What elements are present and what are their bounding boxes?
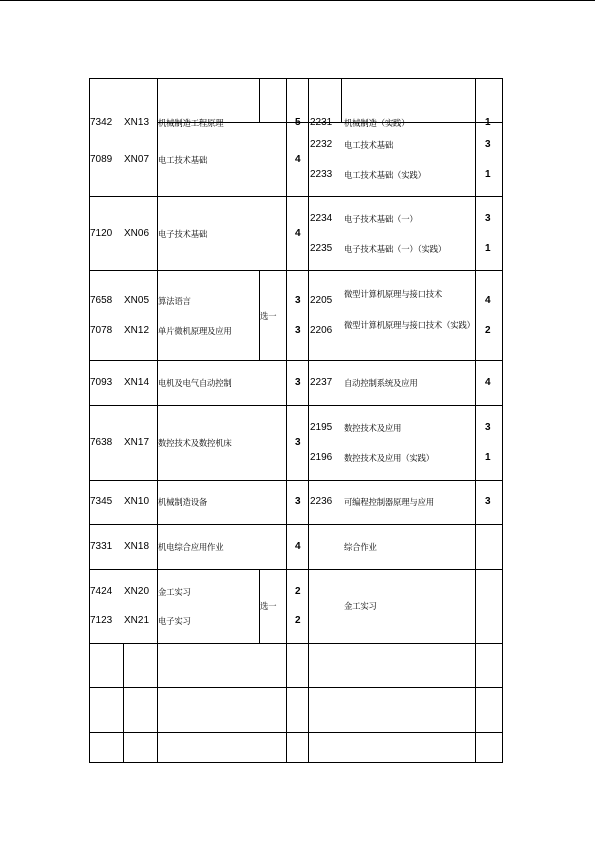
- new-exam-code: 2235: [310, 243, 333, 254]
- new-course-credit: 1: [485, 169, 491, 180]
- column-border: [308, 78, 309, 763]
- course-credit: 3: [295, 437, 301, 448]
- new-course-credit: 4: [485, 295, 491, 306]
- column-border: [502, 78, 503, 763]
- course-credit: 4: [295, 228, 301, 239]
- column-border: [286, 78, 287, 763]
- course-number: XN10: [124, 496, 150, 507]
- new-exam-code: 2206: [310, 325, 333, 336]
- new-course-name: 综合作业: [344, 542, 377, 552]
- course-credit: 5: [295, 117, 301, 128]
- course-name: 机械制造设备: [158, 497, 208, 507]
- new-exam-code: 2237: [310, 377, 333, 388]
- course-number: XN06: [124, 228, 150, 239]
- new-exam-code: 2233: [310, 169, 333, 180]
- course-number: XN05: [124, 295, 150, 306]
- row-border: [89, 732, 503, 733]
- new-course-credit: 3: [485, 422, 491, 433]
- row-border: [89, 569, 503, 570]
- new-course-name: 电子技术基础（一）: [344, 214, 418, 224]
- exam-code: 7123: [90, 615, 113, 626]
- course-number: XN17: [124, 437, 150, 448]
- column-border: [259, 78, 260, 122]
- exam-code: 7089: [90, 154, 113, 165]
- course-credit: 3: [295, 295, 301, 306]
- row-border: [89, 762, 503, 763]
- new-course-name: 数控技术及应用（实践）: [344, 453, 434, 463]
- new-course-credit: 1: [485, 243, 491, 254]
- course-credit: 2: [295, 586, 301, 597]
- new-course-credit: 4: [485, 377, 491, 388]
- course-name: 算法语言: [158, 296, 191, 306]
- course-name: 机械制造工程原理: [158, 118, 224, 128]
- new-course-name: 微型计算机原理与接口技术（实践）: [344, 320, 475, 330]
- exam-code: 7331: [90, 541, 113, 552]
- exam-code: 7638: [90, 437, 113, 448]
- row-border: [89, 643, 503, 644]
- course-name: 单片微机原理及应用: [158, 326, 232, 336]
- course-name: 电子技术基础: [158, 229, 208, 239]
- new-exam-code: 2232: [310, 139, 333, 150]
- new-course-name: 电子技术基础（一）（实践）: [344, 244, 447, 254]
- new-course-name: 可编程控制器原理与应用: [344, 497, 434, 507]
- course-name: 机电综合应用作业: [158, 542, 224, 552]
- course-name: 电子实习: [158, 616, 191, 626]
- new-course-credit: 3: [485, 213, 491, 224]
- course-number: XN21: [124, 615, 150, 626]
- course-name: 电工技术基础: [158, 155, 208, 165]
- course-credit: 3: [295, 377, 301, 388]
- exam-code: 7658: [90, 295, 113, 306]
- course-number: XN12: [124, 325, 150, 336]
- course-credit: 2: [295, 615, 301, 626]
- column-border: [475, 78, 476, 763]
- course-name: 电机及电气自动控制: [158, 378, 232, 388]
- course-credit: 3: [295, 325, 301, 336]
- column-border: [123, 643, 124, 763]
- new-course-name: 数控技术及应用: [344, 423, 402, 433]
- new-course-name: 自动控制系统及应用: [344, 378, 418, 388]
- row-border: [89, 196, 503, 197]
- exam-code: 7345: [90, 496, 113, 507]
- choose-one-note: 选一: [260, 311, 277, 321]
- exam-code: 7424: [90, 586, 113, 597]
- row-border: [89, 524, 503, 525]
- row-border: [89, 687, 503, 688]
- exam-code: 7078: [90, 325, 113, 336]
- course-number: XN20: [124, 586, 150, 597]
- row-border: [89, 360, 503, 361]
- row-border: [89, 480, 503, 481]
- new-exam-code: 2234: [310, 213, 333, 224]
- new-exam-code: 2205: [310, 295, 333, 306]
- course-name: 数控技术及数控机床: [158, 438, 232, 448]
- column-border: [157, 78, 158, 763]
- new-course-name: 金工实习: [344, 601, 377, 611]
- course-name: 金工实习: [158, 587, 191, 597]
- new-exam-code: 2195: [310, 422, 333, 433]
- column-border: [89, 78, 90, 763]
- new-course-credit: 3: [485, 496, 491, 507]
- course-number: XN07: [124, 154, 150, 165]
- exam-code: 7120: [90, 228, 113, 239]
- course-credit: 4: [295, 154, 301, 165]
- new-course-credit: 2: [485, 325, 491, 336]
- row-border: [89, 270, 503, 271]
- exam-code: 7342: [90, 117, 113, 128]
- new-exam-code: 2231: [310, 117, 333, 128]
- column-border: [341, 78, 342, 122]
- new-course-name: 电工技术基础: [344, 140, 394, 150]
- new-exam-code: 2236: [310, 496, 333, 507]
- new-course-credit: 3: [485, 139, 491, 150]
- new-course-credit: 1: [485, 117, 491, 128]
- new-course-credit: 1: [485, 452, 491, 463]
- course-number: XN14: [124, 377, 150, 388]
- course-number: XN18: [124, 541, 150, 552]
- new-course-name: 微型计算机原理与接口技术: [344, 289, 443, 299]
- course-number: XN13: [124, 117, 150, 128]
- row-border: [89, 78, 503, 79]
- new-course-name: 机械制造（实践）: [344, 118, 410, 128]
- new-exam-code: 2196: [310, 452, 333, 463]
- course-credit: 3: [295, 496, 301, 507]
- new-course-name: 电工技术基础（实践）: [344, 170, 426, 180]
- exam-code: 7093: [90, 377, 113, 388]
- choose-one-note: 选一: [260, 601, 277, 611]
- row-border: [89, 405, 503, 406]
- course-credit: 4: [295, 541, 301, 552]
